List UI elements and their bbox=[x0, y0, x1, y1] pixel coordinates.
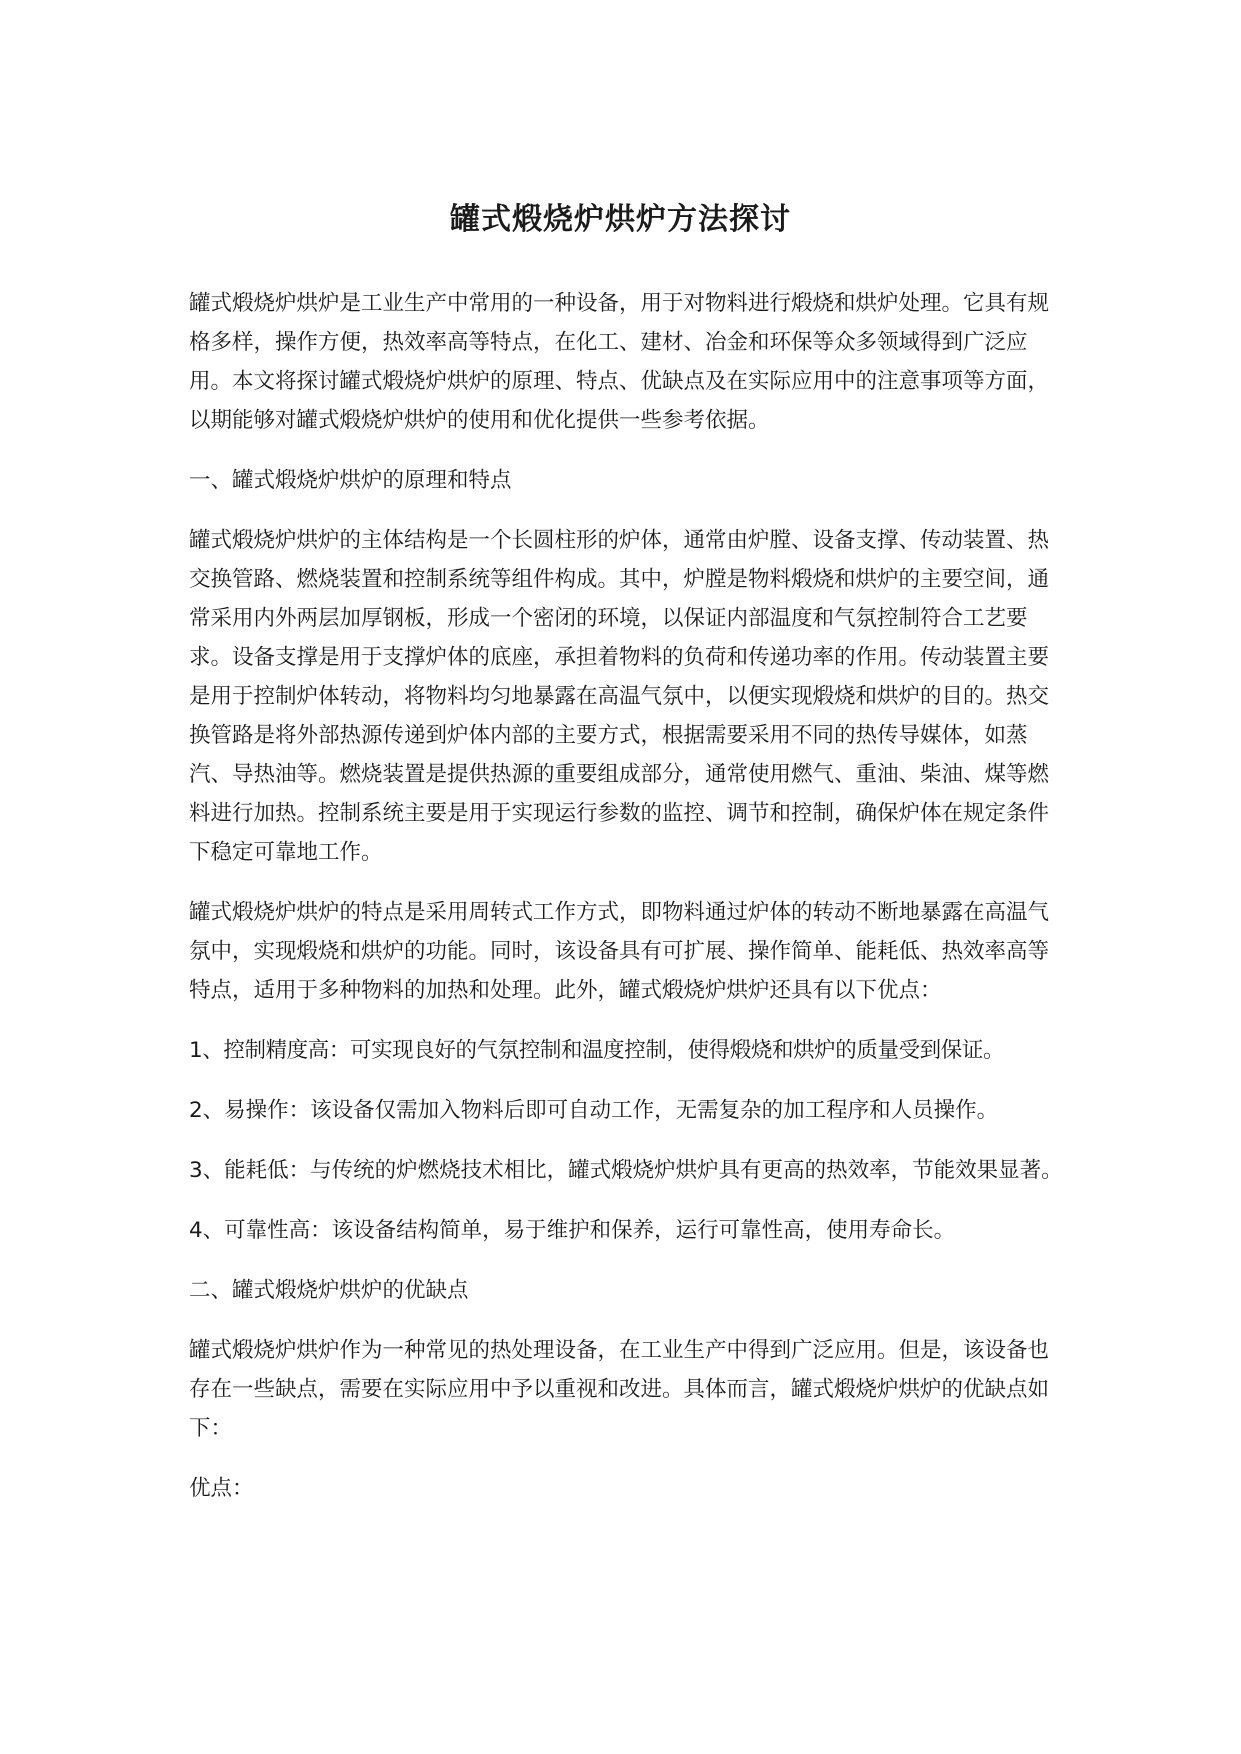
section-heading-pros-cons: 二、罐式煅烧炉烘炉的优缺点 bbox=[189, 1278, 469, 1303]
intro-paragraph: 罐式煅烧炉烘炉是工业生产中常用的一种设备，用于对物料进行煅烧和烘炉处理。它具有规格多样，操作方便，热效率高等特点，在化工、建材、冶金和环保等众多领域得到广泛应用。本文将探讨罐式煅烧炉烘炉的原理、特点、优缺点及在实际应用中的注意事项等方面，以期能够对罐式煅烧炉烘炉的使用和优化提供一些参考依据。 bbox=[189, 291, 1050, 433]
advantage-item-2: 2、易操作：该设备仅需加入物料后即可自动工作，无需复杂的加工程序和人员操作。 bbox=[189, 1098, 999, 1123]
pros-label: 优点： bbox=[189, 1476, 254, 1501]
structure-paragraph: 罐式煅烧炉烘炉的主体结构是一个长圆柱形的炉体，通常由炉膛、设备支撑、传动装置、热交换管路、燃烧装置和控制系统等组件构成。其中，炉膛是物料煅烧和烘炉的主要空间，通常采用内外两层加厚钢板，形成一个密闭的环境，以保证内部温度和气氛控制符合工艺要求。设备支撑是用于支撑炉体的底座，承担着物料的负荷和传递功率的作用。传动装置主要是用于控制炉体转动，将物料均匀地暴露在高温气氛中，以便实现煅烧和烘炉的目的。热交换管路是将外部热源传递到炉体内部的主要方式，根据需要采用不同的热传导媒体，如蒸汽、导热油等。燃烧装置是提供热源的重要组成部分，通常使用燃气、重油、柴油、煤等燃料进行加热。控制系统主要是用于实现运行参数的监控、调节和控制，确保炉体在规定条件下稳定可靠地工作。 bbox=[189, 528, 1050, 865]
advantage-item-3: 3、能耗低：与传统的炉燃烧技术相比，罐式煅烧炉烘炉具有更高的热效率，节能效果显著。 bbox=[189, 1158, 1063, 1183]
features-paragraph: 罐式煅烧炉烘炉的特点是采用周转式工作方式，即物料通过炉体的转动不断地暴露在高温气氛中，实现煅烧和烘炉的功能。同时，该设备具有可扩展、操作简单、能耗低、热效率高等特点，适用于多种物料的加热和处理。此外，罐式煅烧炉烘炉还具有以下优点： bbox=[189, 900, 1050, 1003]
pros-cons-paragraph: 罐式煅烧炉烘炉作为一种常见的热处理设备，在工业生产中得到广泛应用。但是，该设备也存在一些缺点，需要在实际应用中予以重视和改进。具体而言，罐式煅烧炉烘炉的优缺点如下： bbox=[189, 1338, 1050, 1441]
advantage-item-4: 4、可靠性高：该设备结构简单，易于维护和保养，运行可靠性高，使用寿命长。 bbox=[189, 1218, 956, 1243]
section-heading-principle: 一、罐式煅烧炉烘炉的原理和特点 bbox=[189, 468, 512, 493]
document-title: 罐式煅烧炉烘炉方法探讨 bbox=[450, 202, 791, 238]
advantage-item-1: 1、控制精度高：可实现良好的气氛控制和温度控制，使得煅烧和烘炉的质量受到保证。 bbox=[189, 1038, 1005, 1063]
document-body bbox=[189, 284, 1064, 1529]
